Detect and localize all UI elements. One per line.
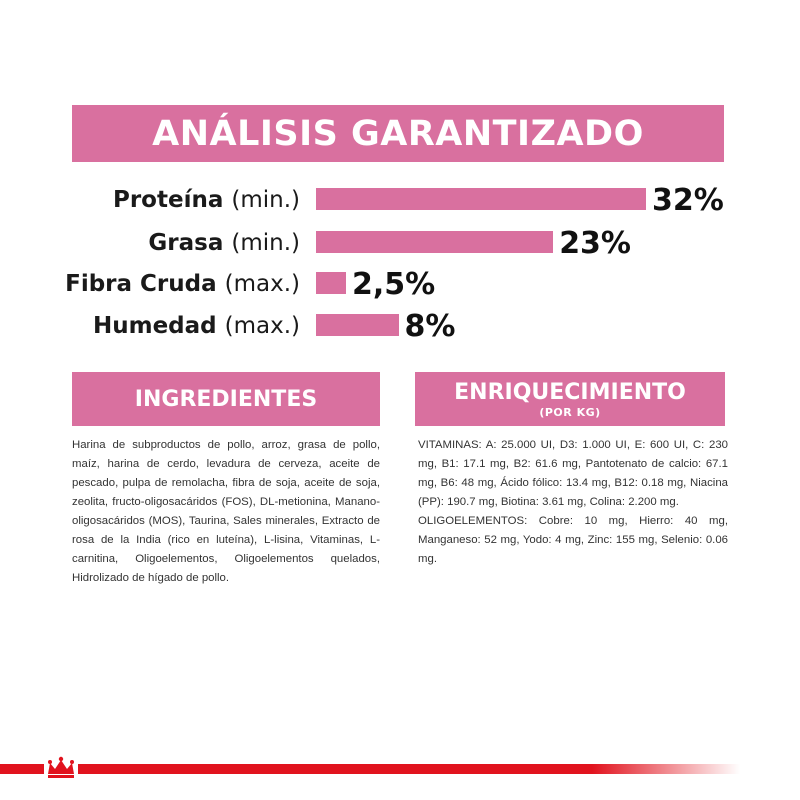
analysis-title-banner <box>72 105 724 162</box>
footer-red-line <box>0 764 740 774</box>
nutrient-bar <box>316 188 646 210</box>
nutrient-label <box>113 180 300 220</box>
nutrient-bar <box>316 272 346 294</box>
trace-elements-text: OLIGOELEMENTOS: Cobre: 10 mg, Hierro: 40 mg, Manganeso: 52 mg, Yodo: 4 mg, Zinc: 155 mg, Selenio: 0.06 mg. <box>418 515 728 565</box>
royal-canin-crown-icon <box>44 754 78 780</box>
vitamins-text: VITAMINAS: A: 25.000 UI, D3: 1.000 UI, E: 600 UI, C: 230 mg, B1: 17.1 mg, B2: 61.6 mg, Pantotenato de calcio: 67.1 mg, B6: 48 mg, Ácido fólico: 13.4 mg, B12: 0.18 mg, Niacina (PP): 190.7 mg, Biotina: 3.61 mg, Colina: 2.200 mg. <box>418 439 728 508</box>
nutrient-label <box>65 264 300 304</box>
nutrient-row <box>0 264 800 304</box>
nutrient-value: 8% <box>404 308 456 344</box>
nutrient-value: 2,5% <box>352 266 436 302</box>
nutrient-label <box>148 223 300 263</box>
enrichment-banner <box>415 372 725 426</box>
nutrient-row <box>0 223 800 263</box>
nutrient-name: Grasa <box>148 230 224 256</box>
nutrient-name: Fibra Cruda <box>65 271 217 297</box>
nutrient-name: Proteína <box>112 187 224 213</box>
enrichment-text <box>418 436 728 569</box>
nutrient-qualifier: (max.) <box>224 271 300 297</box>
nutrient-value: 23% <box>559 225 631 261</box>
nutrient-qualifier: (min.) <box>231 230 300 256</box>
nutrient-name: Humedad <box>92 313 217 339</box>
nutrient-qualifier: (max.) <box>224 313 300 339</box>
ingredients-title: INGREDIENTES <box>134 386 318 412</box>
analysis-title: ANÁLISIS GARANTIZADO <box>152 113 644 154</box>
nutrient-row <box>0 180 800 220</box>
enrichment-subtitle: (POR KG) <box>539 405 601 419</box>
nutrient-row <box>0 306 800 346</box>
nutrient-qualifier: (min.) <box>231 187 300 213</box>
nutrient-bar <box>316 231 553 253</box>
enrichment-title: ENRIQUECIMIENTO <box>454 379 686 405</box>
ingredients-banner <box>72 372 380 426</box>
nutrient-label <box>93 306 300 346</box>
nutrient-bar <box>316 314 399 336</box>
nutrient-value: 32% <box>652 182 724 218</box>
ingredients-text: Harina de subproductos de pollo, arroz, grasa de pollo, maíz, harina de cerdo, levadura de cerveza, aceite de pescado, pulpa de remolacha, fibra de soja, aceite de soja, zeolita, fructo-oligosacáridos (FOS), DL-metionina, Manano-oligosacáridos (MOS), Taurina, Sales minerales, Extracto de rosa de la India (rico en luteína), L-lisina, Vitaminas, L-carnitina, Oligoelementos, Oligoelementos quelados, Hidrolizado de hígado de pollo. <box>72 439 380 584</box>
